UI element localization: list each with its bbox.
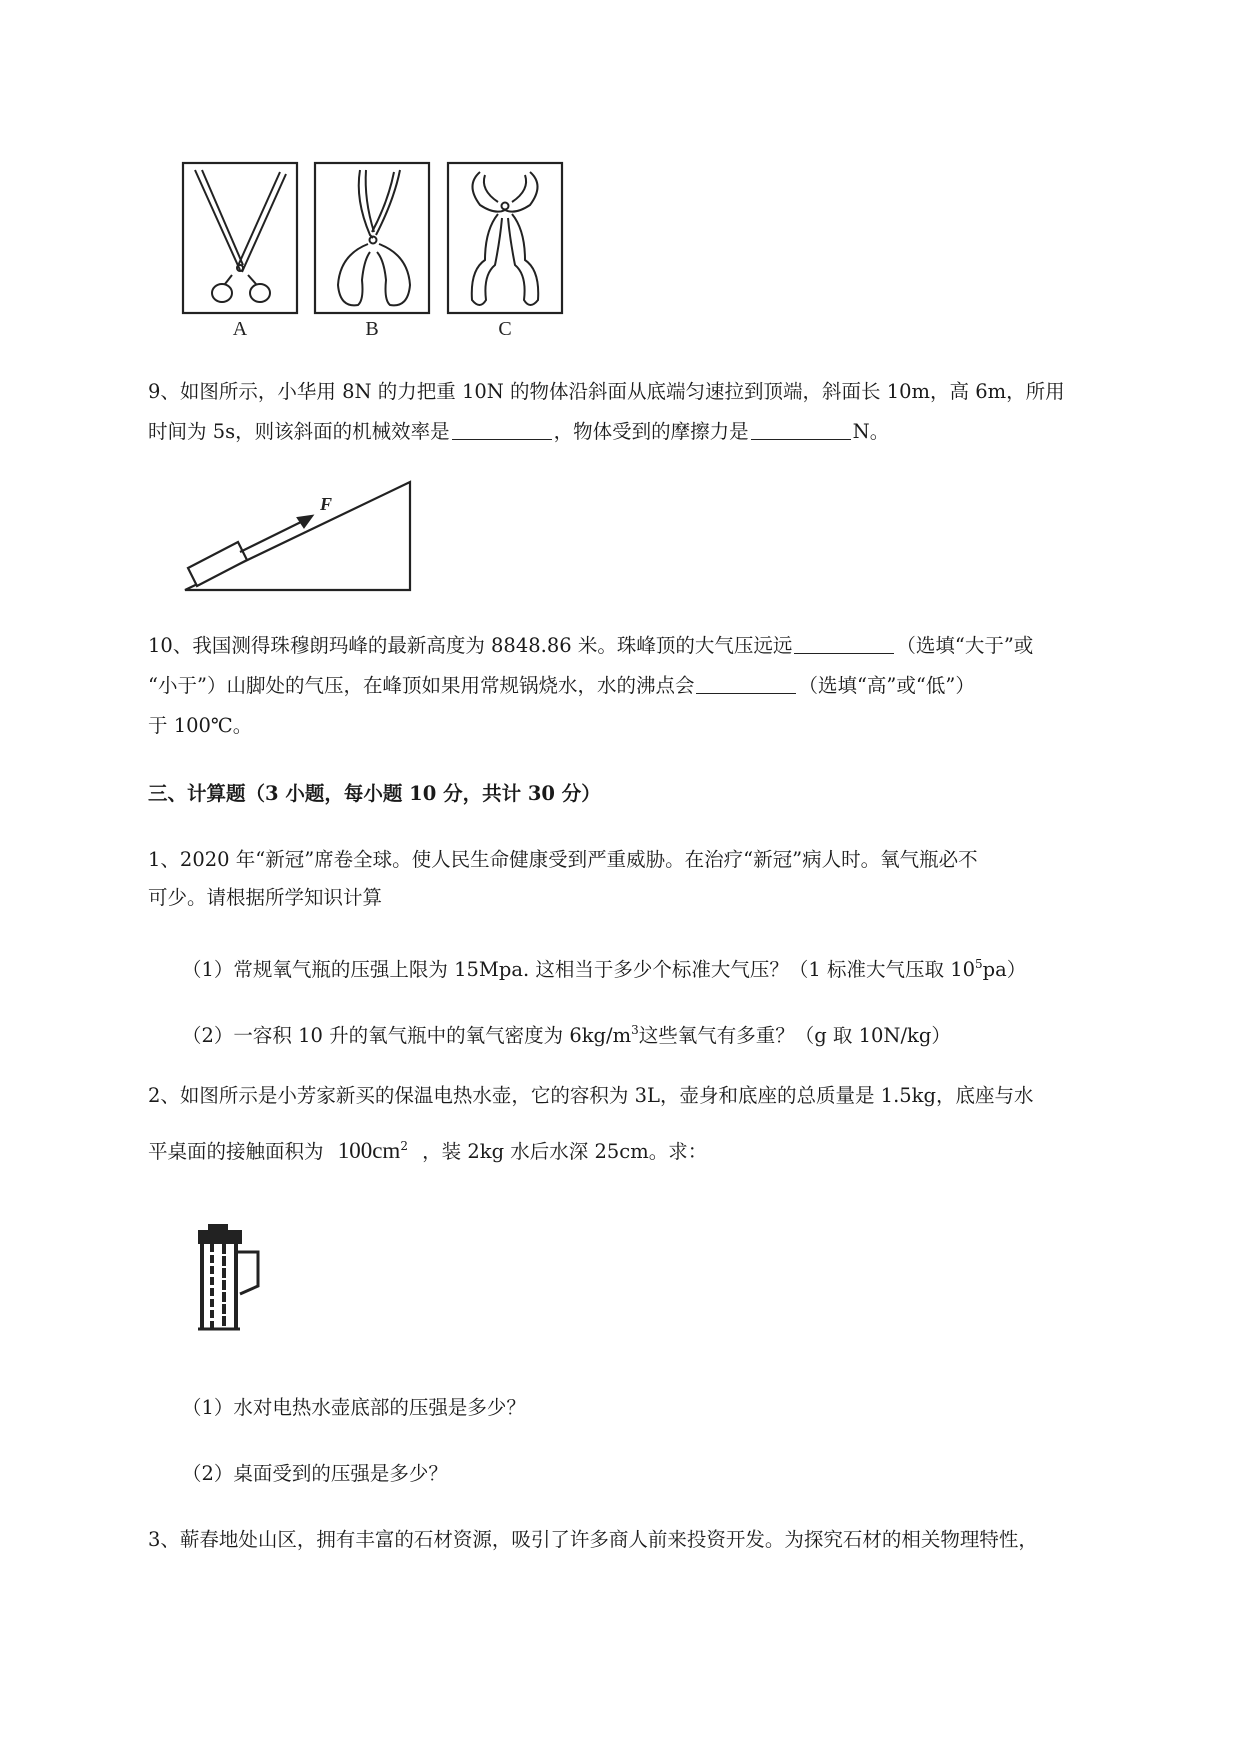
c2-text-b: ，装 2kg 水后水深 25cm。求：	[422, 1140, 708, 1163]
q9-text-a: 时间为 5s，则该斜面的机械效率是	[148, 420, 450, 443]
scissors-icon-a	[195, 170, 286, 302]
incline-block	[188, 542, 247, 586]
c2-text-a: 平桌面的接触面积为	[148, 1140, 324, 1163]
scissors-figure	[180, 160, 570, 340]
section3-heading: 三、计算题（3 小题，每小题 10 分，共计 30 分）	[148, 782, 601, 805]
c3-line1: 3、蕲春地处山区，拥有丰富的石材资源，吸引了许多商人前来投资开发。为探究石材的相关物理特性，	[148, 1528, 1038, 1551]
q10-text-c: “小于”）山脚处的气压，在峰顶如果用常规锅烧水，水的沸点会	[148, 674, 695, 697]
label-a: A	[232, 318, 248, 340]
q9-blank-friction[interactable]	[751, 419, 851, 440]
c1-sub2-exponent: 3	[631, 1023, 639, 1037]
q10-text-b: （选填“大于”或	[896, 634, 1034, 657]
c1-sub1-text-b: pa）	[982, 958, 1027, 981]
label-b: B	[365, 318, 379, 340]
q10-blank-boiling[interactable]	[696, 673, 796, 694]
q9-line2	[148, 418, 889, 446]
c1-line1: 1、2020 年“新冠”席卷全球。使人民生命健康受到严重威胁。在治疗“新冠”病人时。氧气瓶必不	[148, 848, 978, 871]
q10-line3: 于 100℃。	[148, 714, 253, 737]
scissors-icon-c	[472, 172, 538, 305]
q10-line1	[148, 632, 1033, 660]
q10-text-a: 10、我国测得珠穆朗玛峰的最新高度为 8848.86 米。珠峰顶的大气压远远	[148, 634, 793, 657]
q10-line2	[148, 672, 975, 700]
scissors-icon-b	[338, 170, 410, 305]
force-arrowhead	[298, 516, 312, 527]
kettle-figure	[192, 1224, 272, 1334]
q9-text-c: N。	[852, 420, 890, 443]
scissors-panel-c	[448, 163, 562, 313]
q9-blank-efficiency[interactable]	[452, 419, 552, 440]
c2-line1: 2、如图所示是小芳家新买的保温电热水壶，它的容积为 3L，壶身和底座的总质量是 1.5kg，底座与水	[148, 1084, 1034, 1107]
incline-figure	[180, 470, 420, 600]
c1-sub1	[182, 950, 1026, 984]
c1-sub1-text-a: （1）常规氧气瓶的压强上限为 15Mpa. 这相当于多少个标准大气压？（1 标准大气压取 10	[182, 958, 976, 981]
c1-sub2-text-b: 这些氧气有多重？（g 取 10N/kg）	[638, 1024, 951, 1047]
q10-blank-pressure[interactable]	[794, 633, 894, 654]
c2-area-exponent: 2	[400, 1139, 408, 1153]
c1-sub2	[182, 1016, 951, 1050]
label-c: C	[498, 318, 512, 340]
c1-sub1-exponent: 5	[975, 957, 983, 971]
q9-text-b: ，物体受到的摩擦力是	[553, 420, 749, 443]
c1-sub2-text-a: （2）一容积 10 升的氧气瓶中的氧气密度为 6kg/m	[182, 1024, 632, 1047]
c1-line2: 可少。请根据所学知识计算	[148, 886, 383, 909]
c2-area-value: 100cm	[337, 1138, 401, 1163]
q9-line1: 9、如图所示，小华用 8N 的力把重 10N 的物体沿斜面从底端匀速拉到顶端，斜面长 10m，高 6m，所用	[148, 380, 1065, 403]
c2-sub1: （1）水对电热水壶底部的压强是多少？	[182, 1396, 526, 1419]
q10-text-d: （选填“高”或“低”）	[798, 674, 975, 697]
c2-line2	[148, 1132, 707, 1166]
force-label: F	[320, 494, 333, 514]
c2-sub2: （2）桌面受到的压强是多少？	[182, 1462, 448, 1485]
